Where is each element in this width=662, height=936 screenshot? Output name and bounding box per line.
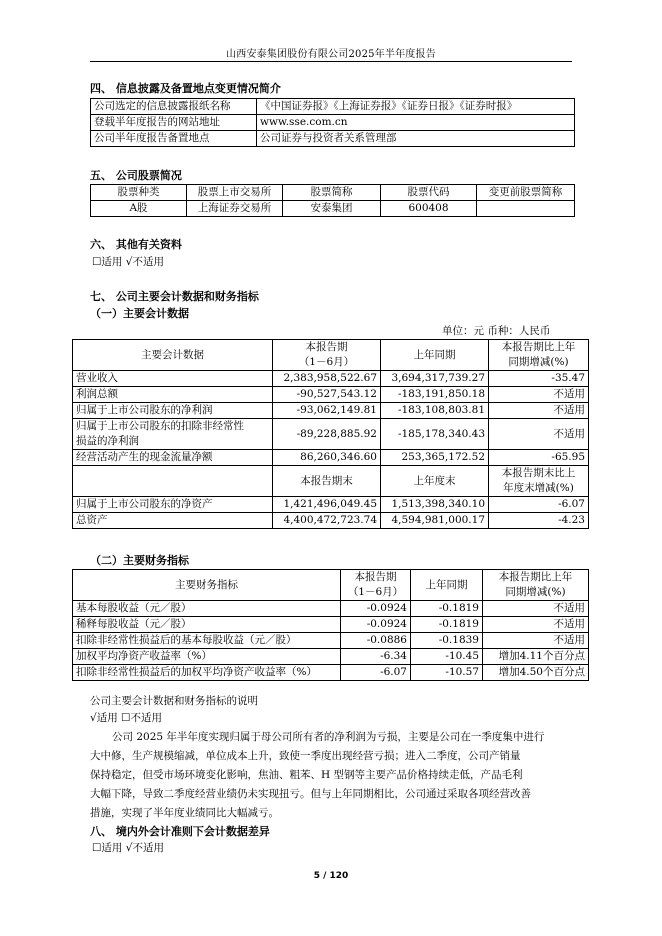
table-cell: 归属于上市公司股东的扣除非经常性 损益的净利润 bbox=[73, 419, 273, 450]
table-row bbox=[73, 419, 589, 450]
paragraph-line: 保持稳定，但受市场环境变化影响，焦油、粗苯、H 型钢等主要产品价格持续走低，产品毛利 bbox=[90, 769, 523, 781]
table-cell bbox=[477, 201, 575, 217]
table-cell: 4,594,981,000.17 bbox=[381, 513, 489, 529]
note-option: √适用 ☐不适用 bbox=[90, 712, 162, 724]
header-line: 本报告期 （1－6月） bbox=[298, 341, 355, 368]
table-cell: 600408 bbox=[381, 201, 477, 217]
table-cell: 86,260,346.60 bbox=[273, 450, 381, 466]
column-header bbox=[73, 466, 273, 497]
table-cell: -4.23 bbox=[489, 513, 589, 529]
table-cell: -35.47 bbox=[489, 371, 589, 387]
column-header: 股票种类 bbox=[91, 185, 187, 201]
table-cell: 营业收入 bbox=[73, 371, 273, 387]
section6-option: ☐适用 √不适用 bbox=[92, 256, 164, 268]
table-cell: 登载半年度报告的网站地址 bbox=[91, 115, 257, 131]
table-row bbox=[91, 201, 575, 217]
table-cell: -0.1839 bbox=[411, 633, 483, 649]
table-row bbox=[73, 617, 589, 633]
column-header: 变更前股票简称 bbox=[477, 185, 575, 201]
unit-label: 单位：元 币种：人民币 bbox=[442, 325, 551, 337]
table-cell: 扣除非经常性损益后的基本每股收益（元／股） bbox=[73, 633, 341, 649]
paragraph-line: 大幅下降，导致二季度经营业绩仍未实现扭亏。但与上年同期相比，公司通过采取各项经营改善 bbox=[90, 788, 531, 800]
table-cell: -65.95 bbox=[489, 450, 589, 466]
table-row bbox=[73, 633, 589, 649]
financial-indicators-table bbox=[72, 569, 589, 681]
header-divider bbox=[90, 61, 572, 62]
table-row bbox=[73, 665, 589, 681]
table-cell: 基本每股收益（元／股） bbox=[73, 601, 341, 617]
table-row bbox=[73, 371, 589, 387]
table-cell: 上海证券交易所 bbox=[187, 201, 283, 217]
table-cell: 《中国证券报》《上海证券报》《证券日报》《证券时报》 bbox=[257, 99, 575, 115]
table-cell: -6.07 bbox=[341, 665, 411, 681]
paragraph-line: 公司 2025 年半年度实现归属于母公司所有者的净利润为亏损，主要是公司在一季度集中进行 bbox=[112, 731, 545, 743]
column-header: 上年同期 bbox=[381, 340, 489, 371]
table-cell: -183,191,850.18 bbox=[381, 387, 489, 403]
table-cell: 安泰集团 bbox=[283, 201, 381, 217]
table-cell: 公司半年度报告备置地点 bbox=[91, 131, 257, 147]
column-header: 上年度末 bbox=[381, 466, 489, 497]
column-header: 主要财务指标 bbox=[73, 570, 341, 601]
table-cell: 经营活动产生的现金流量净额 bbox=[73, 450, 273, 466]
paragraph-line: 大中修，生产规模缩减，单位成本上升，致使一季度出现经营亏损；进入二季度，公司产销量 bbox=[90, 750, 521, 762]
table-cell: 归属于上市公司股东的净资产 bbox=[73, 497, 273, 513]
column-header: 本报告期末 bbox=[273, 466, 381, 497]
table-cell: 总资产 bbox=[73, 513, 273, 529]
table-cell: www.sse.com.cn bbox=[257, 115, 575, 131]
table-cell: 不适用 bbox=[483, 617, 589, 633]
table-cell: -0.1819 bbox=[411, 617, 483, 633]
section7-sub1: （一）主要会计数据 bbox=[90, 307, 189, 320]
page-number: 5 / 120 bbox=[313, 871, 349, 881]
table-cell: 稀释每股收益（元／股） bbox=[73, 617, 341, 633]
table-cell: -0.0924 bbox=[341, 601, 411, 617]
stock-table bbox=[90, 184, 575, 217]
table-cell: 增加4.50个百分点 bbox=[483, 665, 589, 681]
table-cell: 不适用 bbox=[483, 601, 589, 617]
column-header: 本报告期末比上 年度末增减(%) bbox=[489, 466, 589, 497]
table-cell: 1,513,398,340.10 bbox=[381, 497, 489, 513]
table-row bbox=[91, 131, 575, 147]
note-paragraph bbox=[90, 728, 580, 823]
column-header: 股票简称 bbox=[283, 185, 381, 201]
section8-heading: 八、 境内外会计准则下会计数据差异 bbox=[90, 825, 270, 838]
table-cell: 不适用 bbox=[489, 387, 589, 403]
table-cell: -6.07 bbox=[489, 497, 589, 513]
accounting-data-table bbox=[72, 339, 589, 529]
table-row bbox=[91, 115, 575, 131]
table-row bbox=[73, 649, 589, 665]
table-row bbox=[73, 387, 589, 403]
section5-heading: 五、 公司股票简况 bbox=[90, 169, 182, 182]
table-cell: 253,365,172.52 bbox=[381, 450, 489, 466]
table-cell: 1,421,496,049.45 bbox=[273, 497, 381, 513]
section7-heading: 七、 公司主要会计数据和财务指标 bbox=[90, 290, 259, 303]
table-cell: -0.1819 bbox=[411, 601, 483, 617]
table-cell: 加权平均净资产收益率（%） bbox=[73, 649, 341, 665]
table-cell: A股 bbox=[91, 201, 187, 217]
table-cell: -90,527,543.12 bbox=[273, 387, 381, 403]
column-header: 股票上市交易所 bbox=[187, 185, 283, 201]
table-cell: -0.0886 bbox=[341, 633, 411, 649]
table-cell: -10.45 bbox=[411, 649, 483, 665]
table-cell: 公司证券与投资者关系管理部 bbox=[257, 131, 575, 147]
page-header-title: 山西安泰集团股份有限公司2025年半年度报告 bbox=[226, 49, 436, 60]
table-row bbox=[73, 403, 589, 419]
table-cell: -185,178,340.43 bbox=[381, 419, 489, 450]
table-cell: 利润总额 bbox=[73, 387, 273, 403]
column-header: 本报告期比上年 同期增减(%) bbox=[483, 570, 589, 601]
column-header bbox=[273, 340, 381, 371]
table-cell: -10.57 bbox=[411, 665, 483, 681]
table-row bbox=[73, 513, 589, 529]
table-row bbox=[73, 450, 589, 466]
table-cell: 2,383,958,522.67 bbox=[273, 371, 381, 387]
section8-option: ☐适用 √不适用 bbox=[92, 842, 164, 854]
header-line: 本报告期比上年 同期增减(%) bbox=[501, 341, 576, 368]
table-cell: 公司选定的信息披露报纸名称 bbox=[91, 99, 257, 115]
column-header bbox=[489, 340, 589, 371]
column-header: 股票代码 bbox=[381, 185, 477, 201]
table-cell: -93,062,149.81 bbox=[273, 403, 381, 419]
table-row bbox=[73, 497, 589, 513]
table-cell: -89,228,885.92 bbox=[273, 419, 381, 450]
table-cell: 4,400,472,723.74 bbox=[273, 513, 381, 529]
column-header: 上年同期 bbox=[411, 570, 483, 601]
table-cell: 3,694,317,739.27 bbox=[381, 371, 489, 387]
table-cell: 不适用 bbox=[489, 403, 589, 419]
table-header-row bbox=[91, 185, 575, 201]
paragraph-line: 措施，实现了半年度业绩同比大幅减亏。 bbox=[90, 807, 279, 819]
table-header-row bbox=[73, 340, 589, 371]
note-title: 公司主要会计数据和财务指标的说明 bbox=[90, 695, 258, 707]
disclosure-table bbox=[90, 98, 575, 147]
table-cell: -6.34 bbox=[341, 649, 411, 665]
table-cell: 不适用 bbox=[489, 419, 589, 450]
table-cell: -183,108,803.81 bbox=[381, 403, 489, 419]
section6-heading: 六、 其他有关资料 bbox=[90, 238, 182, 251]
table-header-row bbox=[73, 570, 589, 601]
table-row bbox=[73, 601, 589, 617]
section4-heading: 四、 信息披露及备置地点变更情况简介 bbox=[90, 82, 281, 95]
table-cell: 扣除非经常性损益后的加权平均净资产收益率（%） bbox=[73, 665, 341, 681]
table-cell: 归属于上市公司股东的净利润 bbox=[73, 403, 273, 419]
table-cell: 不适用 bbox=[483, 633, 589, 649]
table-cell: -0.0924 bbox=[341, 617, 411, 633]
table-cell: 增加4.11个百分点 bbox=[483, 649, 589, 665]
table-header-row bbox=[73, 466, 589, 497]
table-row bbox=[91, 99, 575, 115]
column-header: 主要会计数据 bbox=[73, 340, 273, 371]
column-header: 本报告期 （1－6月） bbox=[341, 570, 411, 601]
section7-sub2: （二）主要财务指标 bbox=[90, 554, 189, 567]
